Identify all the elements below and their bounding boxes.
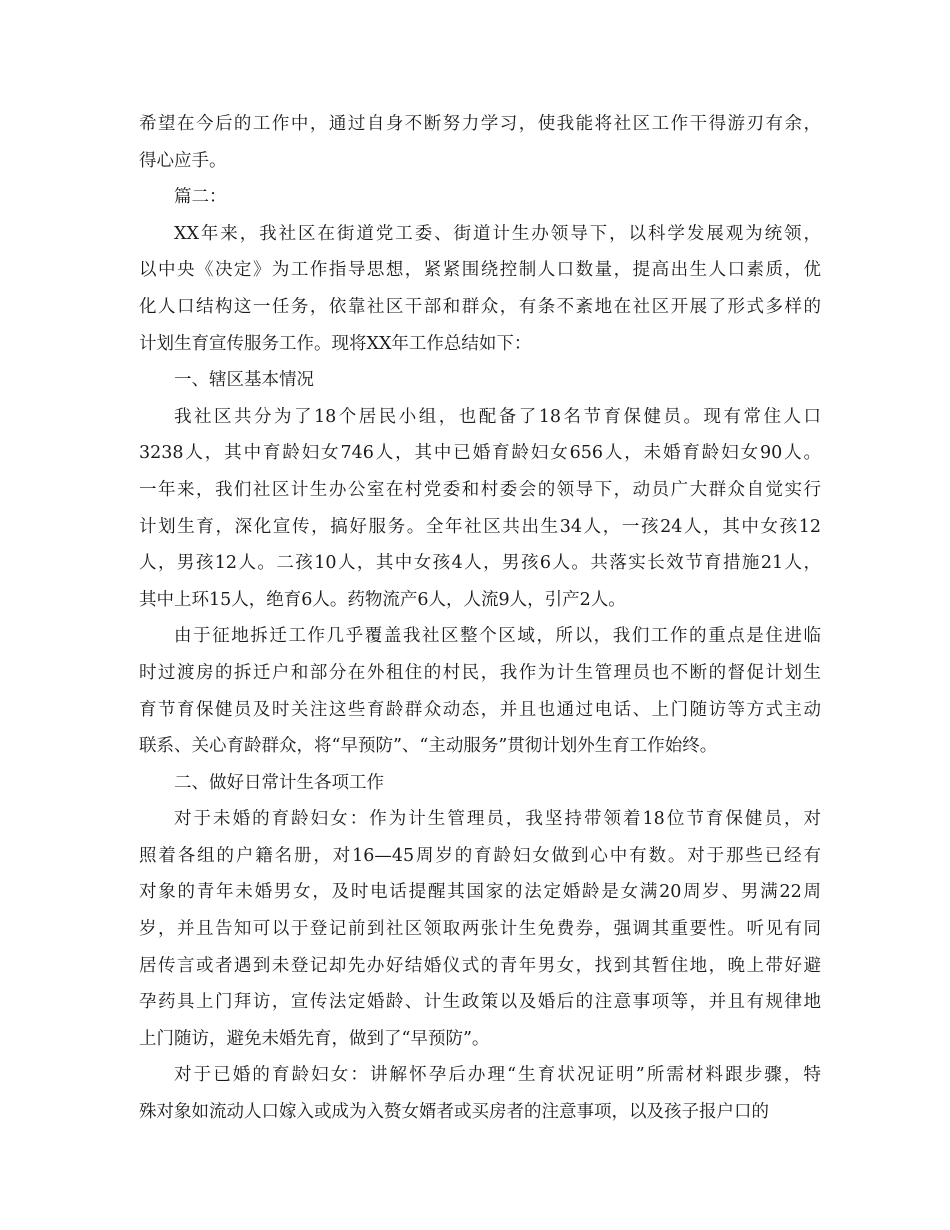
- paragraph: [139, 106, 821, 179]
- paragraph: [139, 216, 821, 362]
- text-line: 对于已婚的育龄妇女：讲解怀孕后办理“生育状况证明”所需材料跟步骤，特: [174, 1065, 821, 1086]
- text-line: XX年来，我社区在街道党工委、街道计生办领导下，以科学发展观为统领，: [174, 223, 821, 244]
- paragraph: [139, 801, 821, 1057]
- document-body: [139, 106, 821, 1131]
- text-line: 3238人，其中育龄妇女746人，其中已婚育龄妇女656人，未婚育龄妇女90人。: [139, 443, 821, 464]
- text-line: 居传言或者遇到未登记却先办好结婚仪式的青年男女，找到其暂住地，晚上带好避: [139, 955, 821, 976]
- text-line: 时过渡房的拆迁户和部分在外租住的村民，我作为计生管理员也不断的督促计划生: [139, 662, 821, 683]
- paragraph: [139, 362, 821, 399]
- text-line: 由于征地拆迁工作几乎覆盖我社区整个区域，所以，我们工作的重点是住进临: [174, 626, 821, 647]
- paragraph: [139, 179, 821, 216]
- text-line: 联系、关心育龄群众，将“早预防”、“主动服务”贯彻计划外生育工作始终。: [139, 736, 718, 757]
- text-line: 对于未婚的育龄妇女：作为计生管理员，我坚持带领着18位节育保健员，对: [174, 809, 821, 830]
- text-line: 上门随访，避免未婚先育，做到了“早预防”。: [139, 1028, 490, 1049]
- paragraph: [139, 399, 821, 619]
- text-line: 计划生育宣传服务工作。现将XX年工作总结如下：: [139, 333, 532, 354]
- text-line: 得心应手。: [139, 150, 227, 171]
- text-line: 二、做好日常计生各项工作: [174, 772, 384, 793]
- text-line: 其中上环15人，绝育6人。药物流产6人，人流9人，引产2人。: [139, 589, 626, 610]
- text-line: 殊对象如流动人口嫁入或成为入赘女婿者或买房者的注意事项，以及孩子报户口的: [139, 1102, 769, 1123]
- paragraph: [139, 618, 821, 764]
- text-line: 岁，并且告知可以于登记前到社区领取两张计生免费券，强调其重要性。听见有同: [139, 919, 821, 940]
- text-line: 篇二：: [174, 187, 227, 208]
- text-line: 对象的青年未婚男女，及时电话提醒其国家的法定婚龄是女满20周岁、男满22周: [139, 882, 821, 903]
- text-line: 我社区共分为了18个居民小组，也配备了18名节育保健员。现有常住人口: [174, 406, 821, 427]
- text-line: 希望在今后的工作中，通过自身不断努力学习，使我能将社区工作干得游刃有余，: [139, 114, 821, 134]
- text-line: 人，男孩12人。二孩10人，其中女孩4人，男孩6人。共落实长效节育措施21人，: [139, 553, 821, 574]
- text-line: 一年来，我们社区计生办公室在村党委和村委会的领导下，动员广大群众自觉实行: [139, 479, 821, 500]
- text-line: 照着各组的户籍名册，对16—45周岁的育龄妇女做到心中有数。对于那些已经有: [139, 845, 821, 866]
- text-line: 育节育保健员及时关注这些育龄群众动态，并且也通过电话、上门随访等方式主动: [139, 699, 821, 720]
- text-line: 孕药具上门拜访，宣传法定婚龄、计生政策以及婚后的注意事项等，并且有规律地: [139, 992, 821, 1013]
- paragraph: [139, 1057, 821, 1130]
- text-line: 以中央《决定》为工作指导思想，紧紧围绕控制人口数量，提高出生人口素质，优: [139, 260, 821, 281]
- paragraph: [139, 765, 821, 802]
- text-line: 一、辖区基本情况: [174, 370, 314, 391]
- text-line: 计划生育，深化宣传，搞好服务。全年社区共出生34人，一孩24人，其中女孩12: [139, 516, 821, 537]
- text-line: 化人口结构这一任务，依靠社区干部和群众，有条不紊地在社区开展了形式多样的: [139, 296, 821, 317]
